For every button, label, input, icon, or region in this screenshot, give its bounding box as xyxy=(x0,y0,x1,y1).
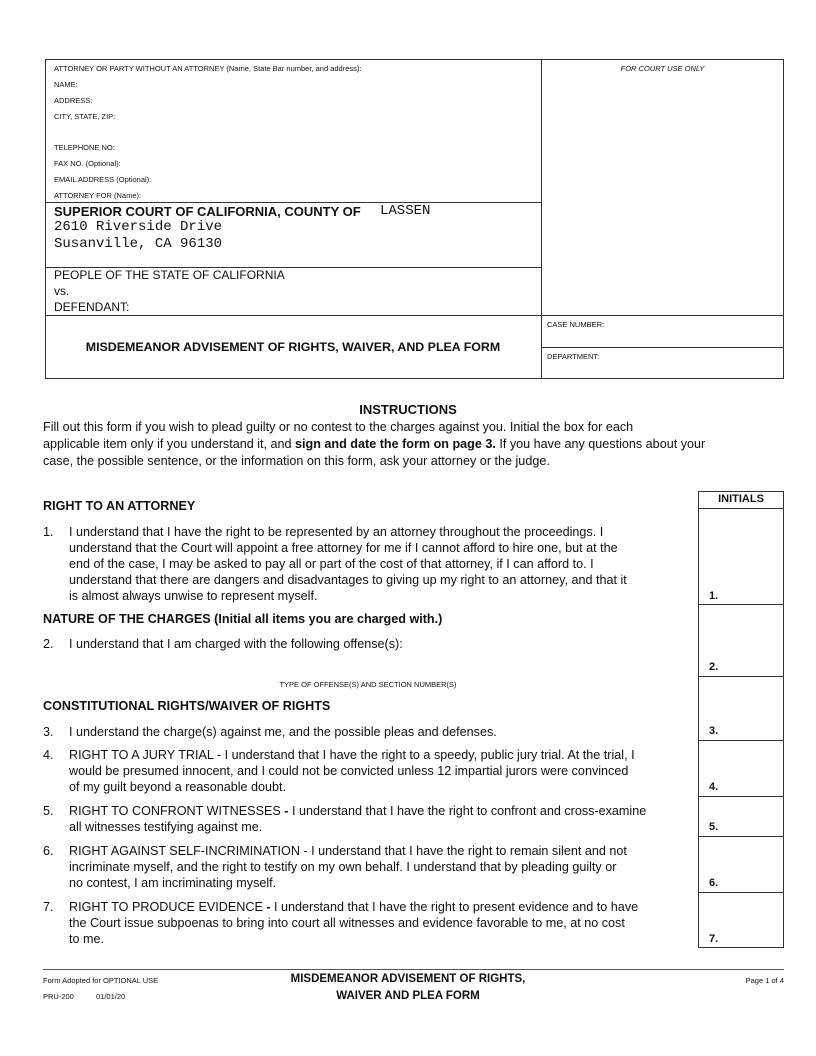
footer-page-number: Page 1 of 4 xyxy=(745,976,784,985)
item-3-line1: I understand the charge(s) against me, and the possible pleas and defenses. xyxy=(69,725,497,739)
item-6-line3: no contest, I am incriminating myself. xyxy=(69,876,277,890)
case-number-field-label[interactable]: CASE NUMBER: xyxy=(547,320,605,329)
item-5-dash: - xyxy=(284,804,289,818)
email-field-label[interactable]: EMAIL ADDRESS (Optional): xyxy=(54,175,152,184)
footer-date: 01/01/20 xyxy=(96,992,126,1001)
item-4-line3: of my guilt beyond a reasonable doubt. xyxy=(69,780,287,794)
initials-number-3: 3. xyxy=(709,725,719,737)
instructions-sign-emphasis: sign and date the form on page 3. xyxy=(295,437,496,451)
instructions-line1: Fill out this form if you wish to plead guilty or no contest to the charges against you. Initial the box for each xyxy=(43,420,634,434)
item-7-line2: the Court issue subpoenas to bring into court all witnesses and evidence favorable to me, at no cost xyxy=(69,916,625,930)
footer-rule xyxy=(43,969,784,970)
instructions-title: INSTRUCTIONS xyxy=(359,402,457,417)
city-field-label[interactable]: CITY, STATE, ZIP: xyxy=(54,112,116,121)
footer-adopted: Form Adopted for OPTIONAL USE xyxy=(43,976,159,985)
item-5-line1-a: RIGHT TO CONFRONT WITNESSES xyxy=(69,804,285,818)
item-4-number: 4. xyxy=(43,748,54,762)
court-label: SUPERIOR COURT OF CALIFORNIA, COUNTY OF xyxy=(54,204,361,219)
item-7-line1-c: I understand that I have the right to present evidence and to have xyxy=(270,900,639,914)
item-7-dash: - xyxy=(266,900,271,914)
court-address-line1: 2610 Riverside Drive xyxy=(54,219,223,235)
item-4-line2: would be presumed innocent, and I could not be convicted unless 12 impartial jurors were convinced xyxy=(69,764,629,778)
court-use-label: FOR COURT USE ONLY xyxy=(620,64,705,73)
department-field-label[interactable]: DEPARTMENT: xyxy=(547,352,600,361)
initials-number-1: 1. xyxy=(709,590,719,602)
offense-field-caption: TYPE OF OFFENSE(S) AND SECTION NUMBER(S) xyxy=(279,680,457,689)
attorney-header: ATTORNEY OR PARTY WITHOUT AN ATTORNEY (Name, State Bar number, and address): xyxy=(54,64,362,73)
attorney-for-field-label[interactable]: ATTORNEY FOR (Name): xyxy=(54,191,142,200)
defendant-field-label[interactable]: DEFENDANT: xyxy=(54,300,130,314)
instructions-line2-a: applicable item only if you understand it, and xyxy=(43,437,296,451)
section-heading-attorney: RIGHT TO AN ATTORNEY xyxy=(43,499,196,513)
footer-title-line2: WAIVER AND PLEA FORM xyxy=(336,990,480,1002)
footer-title-line1: MISDEMEANOR ADVISEMENT OF RIGHTS, xyxy=(290,973,526,985)
item-2-number: 2. xyxy=(43,637,54,651)
item-1-number: 1. xyxy=(43,525,54,539)
initials-number-7: 7. xyxy=(709,933,719,945)
item-5-line1-c: I understand that I have the right to confront and cross-examine xyxy=(288,804,647,818)
item-3-number: 3. xyxy=(43,725,54,739)
caption-divider-court xyxy=(45,202,541,203)
item-4-line1: RIGHT TO A JURY TRIAL - I understand that I have the right to a speedy, public jury trial. At the trial, I xyxy=(69,748,635,762)
item-6-number: 6. xyxy=(43,844,54,858)
section-heading-constitutional: CONSTITUTIONAL RIGHTS/WAIVER OF RIGHTS xyxy=(43,699,331,713)
county-value[interactable]: LASSEN xyxy=(380,203,431,219)
form-title: MISDEMEANOR ADVISEMENT OF RIGHTS, WAIVER, AND PLEA FORM xyxy=(85,340,501,354)
instructions-line2 xyxy=(43,436,803,452)
initials-number-4: 4. xyxy=(709,781,719,793)
item-7-line1 xyxy=(69,899,638,915)
caption-divider-vertical xyxy=(541,59,542,379)
fax-field-label[interactable]: FAX NO. (Optional): xyxy=(54,159,121,168)
initials-number-5: 5. xyxy=(709,821,719,833)
name-field-label[interactable]: NAME: xyxy=(54,80,78,89)
item-5-line2: all witnesses testifying against me. xyxy=(69,820,263,834)
footer-form-id: PRU-200 xyxy=(43,992,74,1001)
instructions-line3: case, the possible sentence, or the information on this form, ask your attorney or the judge. xyxy=(43,454,550,468)
item-5-number: 5. xyxy=(43,804,54,818)
vs-label: vs. xyxy=(54,284,70,298)
telephone-field-label[interactable]: TELEPHONE NO: xyxy=(54,143,115,152)
offense-input[interactable] xyxy=(69,655,689,677)
section-heading-charges: NATURE OF THE CHARGES (Initial all items you are charged with.) xyxy=(43,612,443,626)
people-label: PEOPLE OF THE STATE OF CALIFORNIA xyxy=(54,268,285,282)
caption-divider-case xyxy=(541,347,784,348)
item-1-line4: understand that there are dangers and disadvantages to giving up my right to an attorney, and that it xyxy=(69,573,627,587)
item-1-line2: understand that the Court will appoint a free attorney for me if I cannot afford to hire one, but at the xyxy=(69,541,618,555)
item-5-line1 xyxy=(69,803,646,819)
item-6-line2: incriminate myself, and the right to testify on my own behalf. I understand that by pleading guilty or xyxy=(69,860,617,874)
initials-number-2: 2. xyxy=(709,661,719,673)
item-1-line5: is almost always unwise to represent myself. xyxy=(69,589,318,603)
address-field-label[interactable]: ADDRESS: xyxy=(54,96,93,105)
item-1-line3: end of the case, I may be asked to pay all or part of the cost of that attorney, if I can afford to. I xyxy=(69,557,594,571)
instructions-line2-c: If you have any questions about your xyxy=(495,437,706,451)
item-1-line1: I understand that I have the right to be represented by an attorney throughout the proceedings. I xyxy=(69,525,604,539)
initials-number-6: 6. xyxy=(709,877,719,889)
court-address-line2: Susanville, CA 96130 xyxy=(54,236,223,252)
item-2-line1: I understand that I am charged with the following offense(s): xyxy=(69,637,403,651)
caption-divider-title xyxy=(45,315,784,316)
item-6-line1: RIGHT AGAINST SELF-INCRIMINATION - I understand that I have the right to remain silent and not xyxy=(69,844,627,858)
item-7-number: 7. xyxy=(43,900,54,914)
item-7-line3: to me. xyxy=(69,932,104,946)
item-7-line1-a: RIGHT TO PRODUCE EVIDENCE xyxy=(69,900,267,914)
initials-header: INITIALS xyxy=(718,493,764,505)
